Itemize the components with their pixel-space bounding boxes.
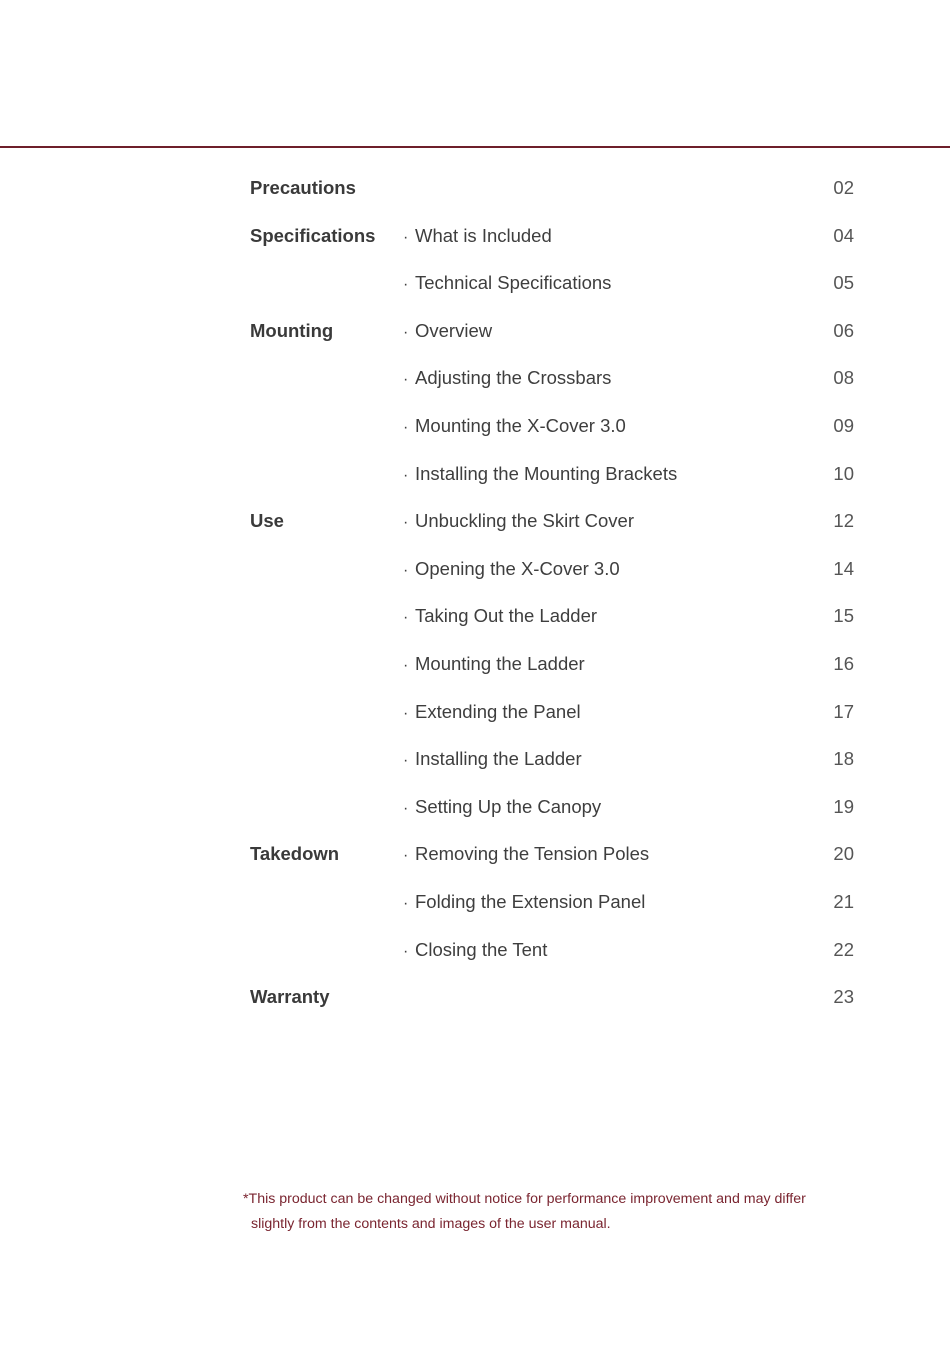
toc-page-number: 22 xyxy=(833,938,854,960)
toc-entry xyxy=(403,545,620,595)
bullet-icon: · xyxy=(403,561,409,579)
toc-page-number: 05 xyxy=(833,272,854,294)
toc-entry-label: Removing the Tension Poles xyxy=(415,843,650,865)
bullet-icon: · xyxy=(403,704,409,722)
toc-entry-label: Adjusting the Crossbars xyxy=(415,367,612,389)
toc-row[interactable] xyxy=(250,402,854,450)
toc-entry-label: What is Included xyxy=(415,224,552,246)
bullet-icon: · xyxy=(403,847,409,865)
toc-entry xyxy=(403,640,585,690)
toc-entry-label: Installing the Mounting Brackets xyxy=(415,462,678,484)
toc-page-number: 20 xyxy=(833,843,854,865)
toc-row[interactable] xyxy=(250,497,854,545)
table-of-contents xyxy=(250,164,854,1021)
bullet-icon: · xyxy=(403,609,409,627)
toc-section-title: Precautions xyxy=(250,177,356,198)
toc-entry xyxy=(403,212,552,262)
toc-page-number: 18 xyxy=(833,748,854,770)
toc-page-number: 23 xyxy=(833,986,854,1008)
toc-entry xyxy=(403,783,601,833)
bullet-icon: · xyxy=(403,752,409,770)
toc-row[interactable] xyxy=(250,212,854,260)
toc-page-number: 08 xyxy=(833,367,854,389)
toc-page-number: 04 xyxy=(833,224,854,246)
toc-page-number: 19 xyxy=(833,795,854,817)
toc-section-title: Use xyxy=(250,510,284,532)
toc-entry xyxy=(403,688,581,738)
toc-entry xyxy=(403,735,582,785)
toc-row[interactable] xyxy=(250,640,854,688)
toc-row[interactable] xyxy=(250,783,854,831)
toc-entry-label: Installing the Ladder xyxy=(415,748,582,770)
bullet-icon: · xyxy=(403,894,409,912)
toc-entry xyxy=(403,497,634,547)
toc-entry-label: Mounting the Ladder xyxy=(415,652,585,674)
toc-entry xyxy=(403,354,611,404)
toc-entry xyxy=(403,926,547,976)
toc-entry-label: Mounting the X-Cover 3.0 xyxy=(415,414,626,436)
bullet-icon: · xyxy=(403,323,409,341)
toc-row[interactable] xyxy=(250,259,854,307)
toc-row[interactable] xyxy=(250,830,854,878)
toc-row[interactable] xyxy=(250,592,854,640)
toc-page-number: 02 xyxy=(833,177,854,198)
toc-row[interactable] xyxy=(250,688,854,736)
toc-entry xyxy=(403,307,492,357)
toc-entry xyxy=(403,592,597,642)
bullet-icon: · xyxy=(403,228,409,246)
toc-entry-label: Setting Up the Canopy xyxy=(415,795,602,817)
bullet-icon: · xyxy=(403,799,409,817)
toc-page-number: 14 xyxy=(833,557,854,579)
toc-entry xyxy=(403,450,677,500)
toc-entry-label: Folding the Extension Panel xyxy=(415,890,646,912)
toc-entry xyxy=(403,259,611,309)
toc-row[interactable] xyxy=(250,164,854,212)
top-divider xyxy=(0,146,950,148)
bullet-icon: · xyxy=(403,418,409,436)
toc-section-title: Warranty xyxy=(250,986,330,1008)
footnote-line-1: *This product can be changed without notice for performance improvement and may differ xyxy=(243,1191,806,1207)
toc-entry-label: Taking Out the Ladder xyxy=(415,605,598,627)
toc-row[interactable] xyxy=(250,545,854,593)
bullet-icon: · xyxy=(403,942,409,960)
toc-page-number: 21 xyxy=(833,890,854,912)
bullet-icon: · xyxy=(403,514,409,532)
toc-page-number: 06 xyxy=(833,319,854,341)
bullet-icon: · xyxy=(403,656,409,674)
toc-section-title: Mounting xyxy=(250,319,334,341)
bullet-icon: · xyxy=(403,371,409,389)
toc-entry xyxy=(403,878,645,928)
toc-section-title: Takedown xyxy=(250,843,340,865)
toc-section-title: Specifications xyxy=(250,224,376,246)
toc-row[interactable] xyxy=(250,926,854,974)
toc-page-number: 09 xyxy=(833,414,854,436)
toc-entry-label: Overview xyxy=(415,319,493,341)
toc-page-number: 10 xyxy=(833,462,854,484)
toc-entry-label: Opening the X-Cover 3.0 xyxy=(415,557,620,579)
toc-row[interactable] xyxy=(250,354,854,402)
footnote-line-2: slightly from the contents and images of the user manual. xyxy=(251,1216,611,1232)
toc-row[interactable] xyxy=(250,735,854,783)
toc-page-number: 15 xyxy=(833,605,854,627)
toc-page-number: 17 xyxy=(833,700,854,722)
toc-entry xyxy=(403,402,626,452)
toc-row[interactable] xyxy=(250,973,854,1021)
bullet-icon: · xyxy=(403,466,409,484)
toc-page-number: 16 xyxy=(833,652,854,674)
toc-page-number: 12 xyxy=(833,510,854,532)
toc-row[interactable] xyxy=(250,307,854,355)
toc-entry-label: Closing the Tent xyxy=(415,938,548,960)
toc-row[interactable] xyxy=(250,450,854,498)
toc-entry-label: Unbuckling the Skirt Cover xyxy=(415,510,635,532)
toc-entry xyxy=(403,830,649,880)
bullet-icon: · xyxy=(403,276,409,294)
disclaimer-footnote xyxy=(243,1187,843,1237)
toc-entry-label: Technical Specifications xyxy=(415,272,612,294)
toc-row[interactable] xyxy=(250,878,854,926)
toc-entry-label: Extending the Panel xyxy=(415,700,581,722)
